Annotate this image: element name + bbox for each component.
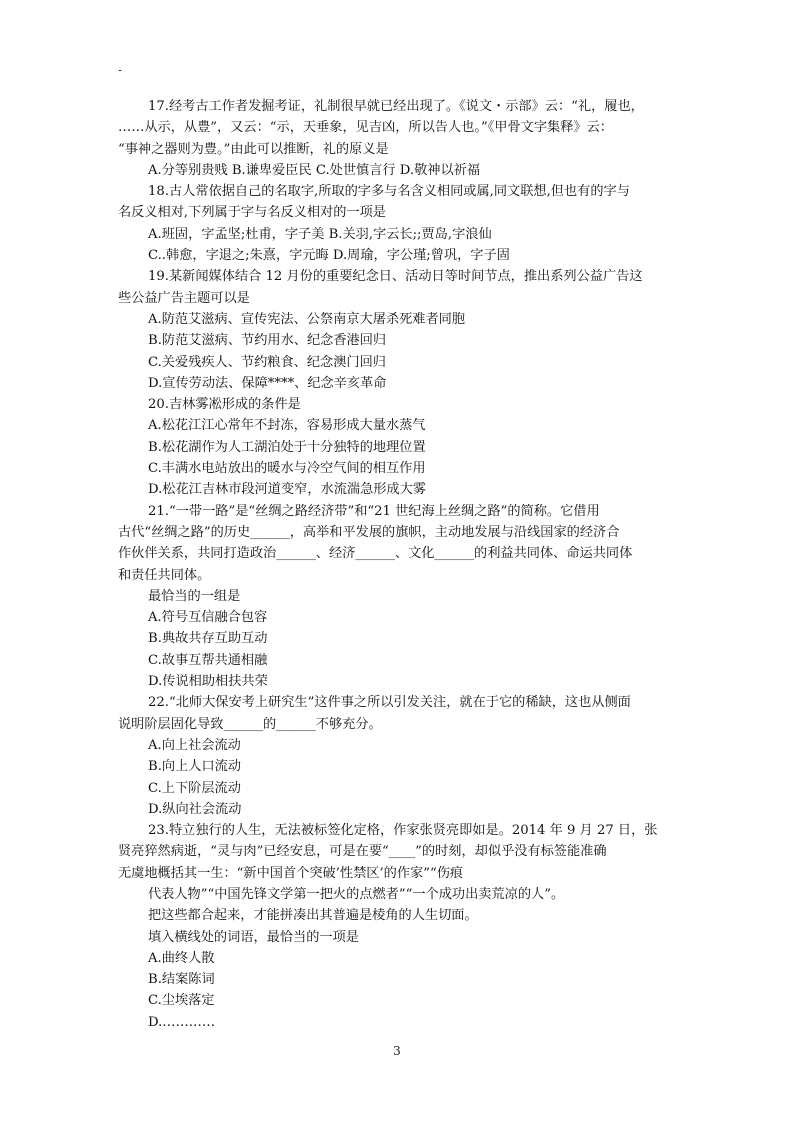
text-line: C..韩愈，字退之;朱熹，字元晦 D.周瑜，字公瑾;曾巩，字子固 (148, 248, 510, 264)
text-line: 17.经考古工作者发掘考证，礼制很早就已经出现了。《说文・示部》云：“礼，履也， (148, 99, 644, 114)
text-line: B.典故共存互助互动 (148, 631, 268, 647)
text-line: A.班固，字孟坚;杜甫，字子美 B.关羽,字云长;;贾岛,字浪仙 (148, 226, 492, 242)
text-line: A.向上社会流动 (148, 737, 241, 753)
header-mark: - (118, 63, 123, 77)
text-line: 无虞地概括其一生：“新中国首个突破’性禁区’的作家”“伤痕 (118, 865, 464, 881)
text-line: A.松花江江心常年不封冻，容易形成大量水蒸气 (148, 418, 426, 434)
text-line: 23.特立独行的人生，无法被标签化定格，作家张贤亮即如是。2014 年 9 月 27 日，张 (148, 823, 658, 839)
text-line: C.上下阶层流动 (148, 780, 241, 796)
text-line: 说明阶层固化导致______的______不够充分。 (118, 716, 382, 732)
text-line: B.结案陈词 (148, 972, 215, 988)
text-line: 18.古人常依据自己的名取字,所取的字多与名含义相同或属,同文联想,但也有的字与 (148, 184, 630, 200)
text-line: 作伙伴关系，共同打造政治______、经济______、文化______的利益共同体、命运共同体 (118, 546, 633, 562)
text-line: C.尘埃落定 (148, 993, 215, 1009)
text-line: 代表人物”“中国先锋文学第一把火的点燃者”“一个成功出卖荒凉的人”。 (148, 886, 565, 902)
text-line: A.分等别贵贱 B.谦卑爱臣民 C.处世慎言行 D.敬神以祈福 (148, 162, 481, 178)
text-line: D.松花江吉林市段河道变窄，水流湍急形成大雾 (148, 482, 427, 498)
text-line: ……从示，从豊”，又云：“示，天垂象，见吉凶，所以告人也。”《甲骨文字集释》云： (118, 120, 613, 136)
text-line: A.符号互信融合包容 (148, 610, 268, 626)
text-line: 19.某新闻媒体结合 12 月份的重要纪念日、活动日等时间节点，推出系列公益广告这 (148, 269, 643, 285)
exam-questions (118, 96, 678, 1033)
text-line: 古代“丝绸之路”的历史______，高举和平发展的旗帜，主动地发展与沿线国家的经济合 (118, 524, 620, 540)
text-line: 最恰当的一组是 (148, 588, 241, 604)
page-number: 3 (393, 1044, 401, 1058)
text-line: 把这些都合起来，才能拼凑出其普遍是棱角的人生切面。 (148, 908, 478, 924)
text-line: B.向上人口流动 (148, 759, 242, 775)
text-line: D.传说相助相扶共荣 (148, 674, 268, 690)
text-line: 22.“北师大保安考上研究生”这件事之所以引发关注，就在于它的稀缺，这也从侧面 (148, 695, 631, 711)
text-line: 20.吉林雾凇形成的条件是 (148, 397, 301, 413)
text-line: A.曲终人散 (148, 950, 215, 966)
text-line: A.防范艾滋病、宣传宪法、公祭南京大屠杀死难者同胞 (148, 311, 466, 327)
text-line: 些公益广告主题可以是 (118, 290, 250, 306)
text-line: D.宣传劳动法、保障****、纪念辛亥革命 (148, 375, 387, 391)
text-line: C.关爱残疾人、节约粮食、纪念澳门回归 (148, 354, 386, 370)
text-line: 和责任共同体。 (118, 567, 211, 583)
text-line: “事神之器则为豊。”由此可以推断，礼的原义是 (118, 141, 389, 157)
text-line: C.丰满水电站放出的暖水与冷空气间的相互作用 (148, 461, 426, 477)
text-line: B.防范艾滋病、节约用水、纪念香港回归 (148, 333, 387, 349)
text-line: D.纵向社会流动 (148, 801, 242, 817)
text-line: 21.“一带一路”是“丝绸之路经济带”和“21 世纪海上丝绸之路”的简称。它借用 (148, 503, 600, 519)
text-line: C.故事互帮共通相融 (148, 652, 268, 668)
text-line: 贤亮猝然病逝，“灵与肉”已经安息，可是在要“____”的时刻，却似乎没有标签能准确 (118, 844, 607, 860)
text-line: D.………… (148, 1014, 216, 1030)
text-line: 名反义相对,下列属于字与名反义相对的一项是 (118, 205, 386, 221)
text-line: 填入横线处的词语，最恰当的一项是 (148, 929, 359, 945)
text-line: B.松花湖作为人工湖泊处于十分独特的地理位置 (148, 439, 426, 455)
